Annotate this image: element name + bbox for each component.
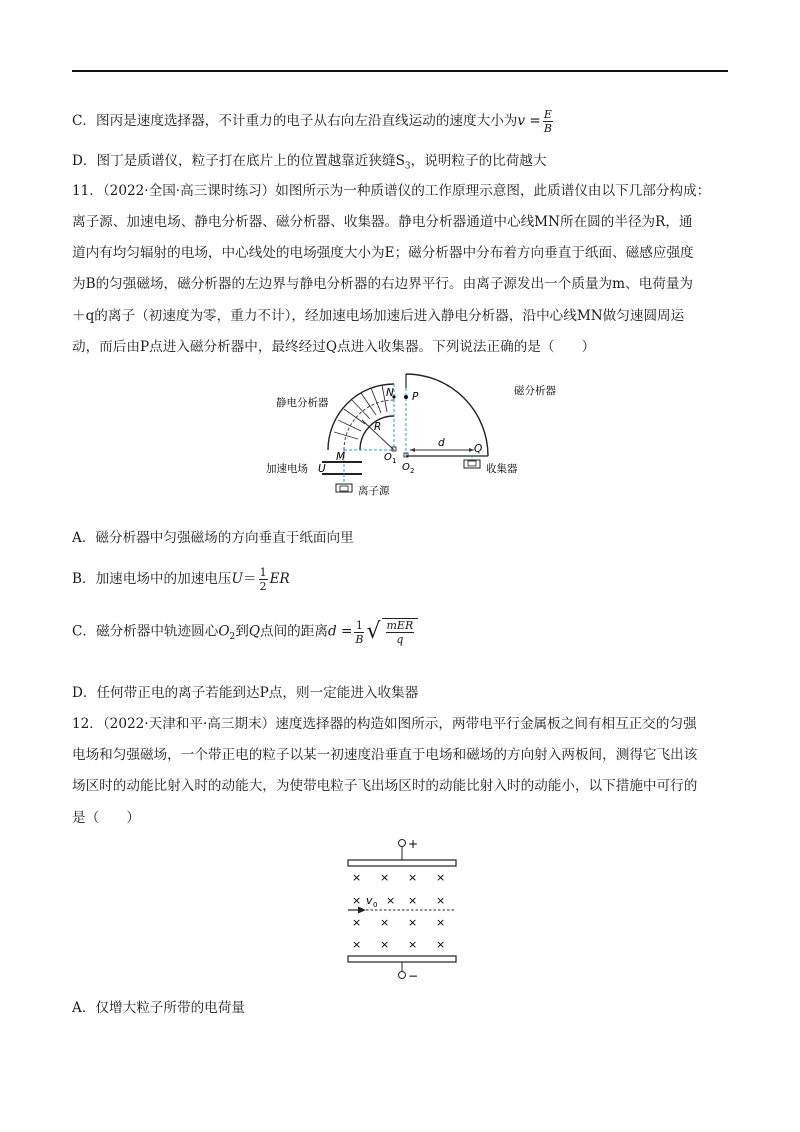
label-r: R (374, 421, 382, 433)
q11-option-d: D．任何带正电的离子若能到达P点，则一定能进入收集器 (72, 685, 419, 701)
fraction-e-over-b: $\frac{E}{B}$ (543, 108, 552, 135)
label-o2-sub: 2 (410, 467, 415, 475)
svg-text:×: × (436, 894, 446, 907)
magnetic-field-crosses (352, 871, 445, 951)
option-d-prev: D．图丁是质谱仪，粒子打在底片上的位置越靠近狭缝$S_3$，说明粒子的比荷越大 (72, 153, 547, 172)
q12-line-1: 12．（2022·天津和平·高三期末）速度选择器的构造如图所示，两带电平行金属板之间有相互正交的匀强 (72, 716, 697, 732)
svg-text:×: × (436, 938, 446, 951)
svg-text:×: × (408, 871, 418, 884)
q11-option-b: B．加速电场中的加速电压U＝ $\frac{1}{2}$ ER (72, 566, 290, 593)
q11-line-2: 离子源、加速电场、静电分析器、磁分析器、收集器。静电分析器通道中心线MN所在圆的半径为R，通 (72, 214, 693, 230)
label-esa: 静电分析器 (276, 397, 329, 409)
top-plate (348, 860, 456, 866)
fraction-mer-over-q: $\frac{\text{mER}}{q}$ (386, 619, 414, 646)
option-c-prev: C．图丙是速度选择器，不计重力的电子从右向左沿直线运动的速度大小为v = $\frac{E}{B}$ (72, 108, 552, 135)
label-n: N (386, 387, 394, 399)
mass-spectrometer-diagram (262, 368, 556, 500)
plus-label: + (408, 837, 419, 851)
q11-line-4: 为B的匀强磁场，磁分析器的左边界与静电分析器的右边界平行。由离子源发出一个质量为m、电荷量为 (72, 276, 694, 292)
label-o1: O (384, 452, 392, 463)
svg-text:×: × (380, 938, 390, 951)
label-src: 离子源 (358, 485, 390, 497)
svg-text:×: × (380, 916, 390, 929)
label-acc: 加速电场 (266, 463, 308, 475)
svg-text:×: × (352, 938, 362, 951)
label-p: P (412, 391, 419, 403)
q11-option-a: A．磁分析器中匀强磁场的方向垂直于纸面向里 (72, 530, 354, 546)
svg-text:×: × (408, 916, 418, 929)
q11-line-3: 道内有均匀辐射的电场，中心线处的电场强度大小为E；磁分析器中分布着方向垂直于纸面、磁感应强度 (72, 245, 694, 261)
q12-line-4: 是（ ） (72, 810, 140, 826)
minus-label: − (408, 969, 419, 983)
q11-line-6: 动，而后由P点进入磁分析器中，最终经过Q点进入收集器。下列说法正确的是（ ） (72, 339, 596, 355)
fraction-one-over-b: $\frac{1}{B}$ (355, 618, 364, 646)
label-u: U (318, 463, 326, 475)
label-col: 收集器 (486, 463, 518, 475)
label-msa: 磁分析器 (514, 385, 556, 397)
q12-option-a: A．仅增大粒子所带的电荷量 (72, 1000, 245, 1016)
svg-text:×: × (352, 916, 362, 929)
label-d: d (438, 437, 445, 449)
label-o1-sub: 1 (392, 457, 397, 465)
q11-option-c: C．磁分析器中轨迹圆心$O_2$到Q点间的距离d = $\frac{1}{B}$ √ $\frac{\text{mER}}{q}$ (72, 618, 732, 647)
svg-text:×: × (352, 894, 362, 907)
v0-sub: 0 (373, 901, 378, 909)
q12-line-2: 电场和匀强磁场，一个带正电的粒子以某一初速度沿垂直于电场和磁场的方向射入两板间，测得它飞出该 (72, 747, 698, 763)
header-rule (72, 70, 728, 72)
velocity-selector-diagram (344, 834, 464, 982)
v0-label: v (366, 894, 373, 907)
q11-line-5: ＋q的离子（初速度为零，重力不计），经加速电场加速后进入静电分析器，沿中心线MN做匀速圆周运 (72, 308, 685, 324)
svg-text:×: × (436, 916, 446, 929)
label-o2: O (402, 462, 410, 473)
svg-text:×: × (408, 894, 418, 907)
svg-text:×: × (352, 871, 362, 884)
label-m: M (336, 451, 346, 463)
fraction-half: $\frac{1}{2}$ (259, 566, 267, 593)
svg-text:×: × (380, 871, 390, 884)
q11-line-1: 11．（2022·全国·高三课时练习）如图所示为一种质谱仪的工作原理示意图，此质谱仪由以下几部分构成： (72, 183, 711, 199)
svg-text:×: × (386, 894, 396, 907)
label-q: Q (474, 443, 483, 455)
bottom-plate (348, 956, 456, 962)
svg-text:×: × (436, 871, 446, 884)
svg-text:×: × (408, 938, 418, 951)
q12-line-3: 场区时的动能比射入时的动能大，为使带电粒子飞出场区时的动能比射入时的动能小，以下措施中可行的 (72, 778, 698, 794)
